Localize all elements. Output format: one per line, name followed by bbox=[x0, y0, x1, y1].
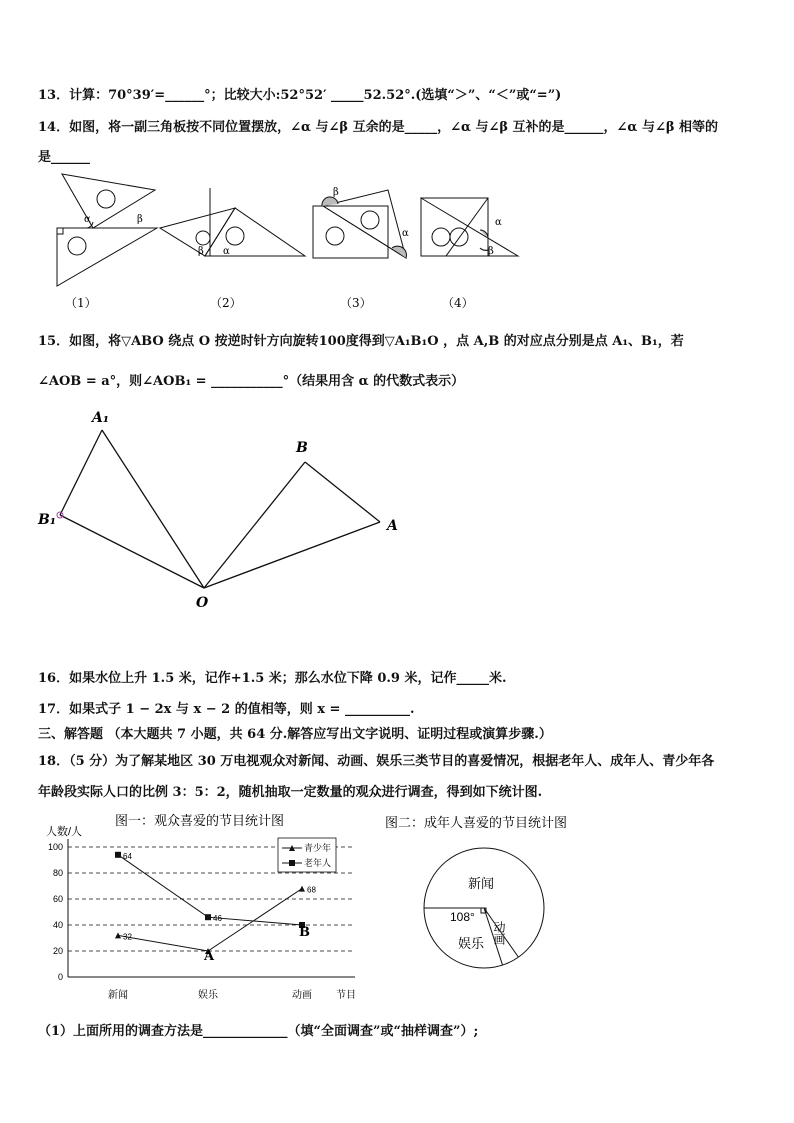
q14-figure-3 bbox=[313, 190, 406, 258]
point-b-label: B bbox=[296, 440, 308, 456]
q14-fig1-beta: β bbox=[137, 214, 143, 225]
pie-slice-animation: 动画 bbox=[492, 921, 506, 945]
data-label: 68 bbox=[307, 885, 316, 895]
q14-label-4: （4） bbox=[442, 296, 474, 310]
q14-label-1: （1） bbox=[65, 296, 97, 310]
data-label: 46 bbox=[213, 914, 222, 924]
line-chart-ylabel: 人数/人 bbox=[46, 826, 83, 838]
question-18-line-2: 年龄段实际人口的比例 3：5：2，随机抽取一定数量的观众进行调查，得到如下统计图. bbox=[38, 785, 543, 800]
annotation-a: A bbox=[204, 949, 215, 964]
question-16: 16．如果水位上升 1.5 米，记作+1.5 米；那么水位下降 0.9 米，记作_____米. bbox=[38, 671, 507, 686]
pie-chart-title: 图二：成年人喜爱的节目统计图 bbox=[385, 815, 568, 830]
point-a1-label: A₁ bbox=[92, 410, 109, 426]
legend-series-1: 青少年 bbox=[304, 843, 332, 853]
q14-fig2-alpha: α bbox=[223, 246, 230, 257]
question-15-line-1: 15．如图，将▽ABO 绕点 O 按逆时针方向旋转100度得到▽A₁B₁O ，点 A,B 的对应点分别是点 A₁、B₁，若 bbox=[38, 334, 684, 349]
pie-slice-news: 新闻 bbox=[468, 876, 495, 891]
data-label: 64 bbox=[123, 851, 132, 861]
x-tick-label: 娱乐 bbox=[198, 990, 218, 1001]
q14-fig2-beta: β bbox=[198, 246, 204, 257]
line-chart-title: 图一：观众喜爱的节目统计图 bbox=[115, 813, 285, 828]
question-18-sub-1: （1）上面所用的调查方法是_____________（填“全面调查”或“抽样调查”）; bbox=[38, 1024, 479, 1039]
q14-fig3-alpha: α bbox=[402, 228, 409, 239]
question-17: 17．如果式子 1 − 2x 与 x − 2 的值相等，则 x = __________. bbox=[38, 702, 415, 717]
legend-series-2: 老年人 bbox=[304, 858, 332, 868]
question-14-line-2: 是______ bbox=[38, 150, 91, 165]
data-label: 32 bbox=[123, 932, 132, 942]
data-point-triangle bbox=[299, 886, 305, 892]
y-tick-label: 80 bbox=[52, 868, 63, 878]
y-tick-label: 100 bbox=[47, 842, 63, 852]
annotation-b: B bbox=[299, 925, 310, 940]
y-tick-label: 0 bbox=[57, 972, 63, 982]
q14-figure-4 bbox=[421, 198, 518, 256]
x-tick-label: 新闻 bbox=[108, 990, 128, 1001]
q15-rotation-figure bbox=[30, 400, 430, 620]
y-tick-label: 60 bbox=[52, 894, 63, 904]
q15-triangles bbox=[60, 430, 380, 588]
question-18-line-1: 18．（5 分）为了解某地区 30 万电视观众对新闻、动画、娱乐三类节目的喜爱情况，根据老年人、成年人、青少年各 bbox=[38, 754, 715, 769]
point-b1-label: B₁ bbox=[38, 512, 56, 528]
q14-label-2: （2） bbox=[210, 296, 242, 310]
data-point-square bbox=[205, 914, 211, 920]
y-tick-label: 40 bbox=[52, 920, 63, 930]
line-chart-x-ticks bbox=[108, 988, 312, 1001]
q14-fig4-alpha: α bbox=[495, 217, 502, 228]
pie-chart bbox=[380, 810, 600, 995]
q14-fig3-beta: β bbox=[333, 187, 339, 198]
section-3-heading: 三、解答题 （本大题共 7 小题，共 64 分.解答应写出文字说明、证明过程或演算步骤.） bbox=[38, 727, 552, 742]
line-chart bbox=[40, 810, 370, 1005]
q14-fig4-beta: β bbox=[488, 246, 494, 257]
pie-slice-entertainment: 娱乐 bbox=[458, 936, 485, 951]
point-o-label: O bbox=[196, 595, 209, 611]
q14-figure-1 bbox=[57, 174, 157, 286]
q14-figure-2 bbox=[160, 188, 305, 256]
y-tick-label: 20 bbox=[52, 946, 63, 956]
question-13: 13．计算：70°39′=______°；比较大小:52°52′ _____52.52°.(选填“＞”、“＜”或“=”) bbox=[38, 88, 562, 103]
question-14-line-1: 14．如图，将一副三角板按不同位置摆放，∠α 与∠β 互余的是_____，∠α 与∠β 互补的是______，∠α 与∠β 相等的 bbox=[38, 120, 719, 135]
point-a-label: A bbox=[387, 518, 398, 534]
question-15-line-2: ∠AOB = a°，则∠AOB₁ = ___________°（结果用含 α 的代数式表示） bbox=[38, 374, 465, 389]
q14-triangle-figures bbox=[40, 168, 540, 313]
legend-square-icon bbox=[289, 860, 295, 866]
q14-label-3: （3） bbox=[340, 296, 372, 310]
line-chart-xlabel: 节目 bbox=[336, 990, 356, 1001]
pie-slice-entertainment-angle: 108° bbox=[450, 910, 475, 924]
line-chart-legend bbox=[278, 838, 336, 872]
x-tick-label: 动画 bbox=[292, 990, 312, 1001]
q14-fig1-alpha: α bbox=[84, 214, 91, 225]
data-point-square bbox=[115, 852, 121, 858]
